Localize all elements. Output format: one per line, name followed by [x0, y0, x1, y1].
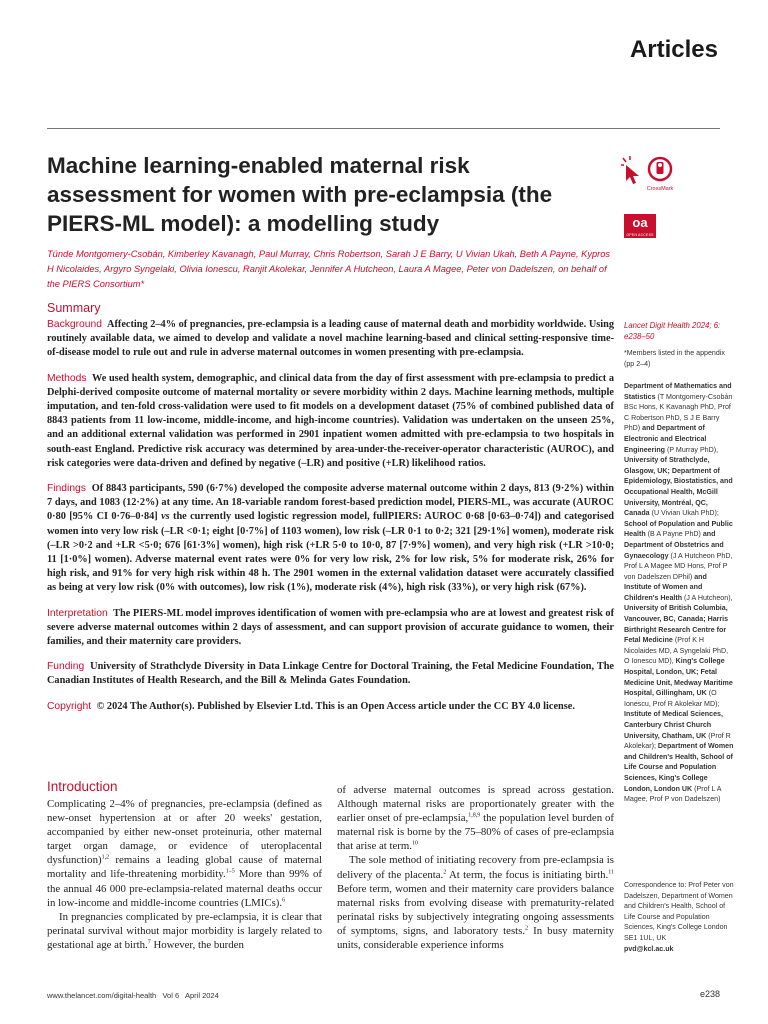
- text-run: the population level burden of maternal risk is borne by the 75–80% of cases of pre-eclampsia that arise at term.: [337, 812, 614, 853]
- copyright-text: © 2024 The Author(s). Published by Elsevier Ltd. This is an Open Access article under the CC BY 4.0 license.: [96, 700, 575, 712]
- text-run: In busy maternity units, considerable experience informs: [337, 924, 614, 952]
- affiliation-authors: (Prof R Akolekar);: [624, 731, 731, 751]
- header-rule: [47, 128, 720, 129]
- affiliation-name: King's College Hospital, London, UK; Fetal Medicine Unit, Medway Maritime Hospital, Gillingham, UK: [624, 657, 733, 698]
- page-number: e238: [699, 989, 720, 999]
- cursor-icon: [621, 156, 639, 184]
- article-title: Machine learning-enabled maternal risk assessment for women with pre-eclampsia (the PIERS-ML model): a modelling study: [47, 153, 553, 236]
- affiliation-authors: (U Vivian Ukah PhD);: [649, 509, 719, 518]
- methods-text: We used health system, demographic, and clinical data from the day of first assessment with pre-eclampsia to predict a Delphi-derived composite outcome of maternal mortality or severe morbidity within 2 days. Machine learning methods, multiple imputation, and ten-fold cross-validation were used to fit models on a development dataset (75% of combined published data of 8843 patients from 11 low-income, middle-income, and high-income countries). Validation was undertaken on the unseen 25%, and an additional external validation was performed in 2901 inpatient women admitted with pre-eclampsia to two hospitals in south-east England. Predictive risk accuracy was determined by area-under-the-receiver-operator characteristic (AUROC), and risk categories were data-driven and defined by negative (–LR) and positive (+LR) likelihood ratios.: [47, 372, 615, 469]
- footer-journal-info: www.thelancet.com/digital-health Vol 6 April 2024: [47, 991, 219, 1000]
- affiliation-authors: (Prof L A Magee, Prof P von Dadelszen): [624, 784, 722, 804]
- funding-label: Funding: [47, 661, 85, 673]
- affiliation-name: and Department of Obstetrics and Gynaecology: [624, 530, 724, 560]
- crossmark-badge[interactable]: [620, 155, 676, 195]
- interpretation-text: The PIERS-ML model improves identification of women with pre-eclampsia who are at lowest and greatest risk of severe adverse maternal outcomes within 2 days of assessment, and can support provision of accurate guidance to women, their families, and their maternity care providers.: [47, 607, 615, 648]
- findings-vs: vs: [161, 511, 170, 523]
- affiliation-name: Department of Women and Children's Health, School of Life Course and Population Sciences, King's College London, London UK: [624, 742, 734, 793]
- crossmark-label: CrossMark: [646, 186, 674, 192]
- affiliation-authors: (Prof K H Nicolaides MD, A Syngelaki PhD, O Ionescu MD),: [624, 636, 729, 666]
- correspondence-email[interactable]: pvd@kcl.ac.uk: [624, 944, 674, 953]
- summary-body: [47, 318, 614, 725]
- affiliation-name: School of Population and Public Health: [624, 519, 733, 539]
- affiliations: [624, 381, 734, 805]
- text-run: At term, the focus is initiating birth.: [446, 868, 609, 881]
- intro-paragraph-2: [47, 910, 322, 952]
- citation-ref[interactable]: 2: [443, 868, 447, 875]
- affiliation-name: University of Strathclyde, Glasgow, UK; Department of Epidemiology, Biostatistics, and Occupational Health, McGill University, Montréal, QC, Canada: [624, 456, 733, 518]
- summary-background: [47, 318, 614, 361]
- intro-column-2: [337, 783, 614, 952]
- methods-label: Methods: [47, 372, 87, 384]
- summary-copyright: [47, 700, 614, 714]
- author-list: Tünde Montgomery-Csobán, Kimberley Kavanagh, Paul Murray, Chris Robertson, Sarah J E Barry, U Vivian Ukah, Beth A Payne, Kypros H Nicolaides, Argyro Syngelaki, Olivia Ionescu, Ranjit Akolekar, Jennifer A Hutcheon, Laura A Magee, Peter von Dadelszen, on behalf of the PIERS Consortium*: [47, 249, 611, 289]
- funding-text: University of Strathclyde Diversity in Data Linkage Centre for Doctoral Training, the Fetal Medicine Foundation, The Canadian Institutes of Health Research, and the Bill & Melinda Gates Foundation.: [47, 661, 614, 687]
- text-run: More than 99% of the annual 46 000 pre-eclampsia-related maternal deaths occur in low-income and middle-income countries (LMICs).: [47, 868, 322, 909]
- summary-methods: [47, 372, 614, 471]
- members-note: *Members listed in the appendix (pp 2–4): [624, 349, 725, 368]
- affiliation-authors: (J A Hutcheon),: [682, 593, 733, 602]
- oa-text: oa: [632, 215, 648, 230]
- correspondence-address: Correspondence to: Prof Peter von Dadelszen, Department of Women and Children's Health, School of Life Course and Population Sciences, King's College London SE1 1UL, UK: [624, 881, 734, 942]
- findings-label: Findings: [47, 483, 86, 495]
- findings-text-a: Of 8843 participants, 590 (6·7%) developed the composite adverse maternal outcome within 2 days, 813 (9·2%) within 7 days, and 1083 (12·2%) at any time. An 18-variable random forest-based prediction model, PIERS-ML, was accurate (AUROC 0·80 [95% CI 0·76–0·84]: [47, 483, 614, 523]
- affiliation-authors: (J A Hutcheon PhD, Prof L A Magee MD Hons, Prof P von Dadelszen DPhil): [624, 551, 733, 581]
- citation-ref[interactable]: 11: [608, 868, 614, 875]
- summary-funding: [47, 660, 614, 688]
- affiliation-name: Department of Mathematics and Statistics: [624, 382, 732, 401]
- citation-ref[interactable]: 7: [147, 939, 151, 946]
- citation-ref[interactable]: 2: [525, 925, 529, 932]
- intro-paragraph-3: [337, 783, 614, 853]
- summary-heading: Summary: [47, 301, 101, 315]
- introduction-heading: Introduction: [47, 779, 118, 794]
- background-text: Affecting 2–4% of pregnancies, pre-eclampsia is a leading cause of maternal death and morbidity worldwide. Using routinely available data, we aimed to develop and validate a novel machine learning-based and clinical setting-responsive time-of-disease model to rule out and rule in adverse maternal outcomes in women presenting with pre-eclampsia.: [47, 319, 614, 359]
- intro-paragraph-1: [47, 797, 322, 910]
- intro-paragraph-4: [337, 853, 614, 952]
- affiliation-name: University of British Columbia, Vancouver, BC, Canada; Harris Birthright Research Centre for Fetal Medicine: [624, 604, 729, 645]
- copyright-label: Copyright: [47, 700, 92, 712]
- affiliation-name: and Department of Electronic and Electrical Engineering: [624, 424, 707, 454]
- text-run: remains a leading global cause of maternal mortality and life-threatening morbidity.: [47, 854, 322, 881]
- affiliation-authors: (O Ionescu, Prof R Akolekar MD);: [624, 689, 720, 708]
- summary-findings: [47, 482, 614, 596]
- citation-ref[interactable]: 1–5: [225, 868, 235, 875]
- citation-ref[interactable]: 10: [411, 840, 418, 847]
- oa-subtext: OPEN ACCESS: [626, 233, 654, 237]
- open-access-badge: [624, 214, 656, 238]
- affiliation-name: Institute of Medical Sciences, Canterbury Christ Church University, Chatham, UK: [624, 710, 723, 740]
- section-label: Articles: [629, 36, 718, 63]
- citation-ref[interactable]: 6: [282, 897, 286, 904]
- journal-citation: Lancet Digit Health 2024; 6: e238–50: [624, 321, 721, 341]
- text-run: The sole method of initiating recovery from pre-eclampsia is delivery of the placenta.: [337, 854, 614, 881]
- findings-text-b: the currently used logistic regression model, fullPIERS: AUROC 0·68 [0·63–0·74]) and categorised women into very low risk (–LR <0·1; eight [0·7%] of 1103 women), low risk (–LR 0·1 to 0·2; 321 [29·1%] women), moderate risk (–LR >0·2 and +LR <5·0; 676 [61·3%] women), high risk (+LR 5·0 to 10·0, 87 [7·9%] women), and very high risk (+LR >10·0; 11 [1·0%] women). Adverse maternal event rates were 0% for very low risk, 2% for low risk, 5% for moderate risk, 26% for high risk, and 91% for very high risk within 48 h. The 2901 women in the external validation dataset were accurately classified as being at very low risk (0% with outcomes), low risk (1%), moderate risk (4%), high risk (33%), or very high risk (67%).: [47, 511, 615, 594]
- interpretation-label: Interpretation: [47, 607, 108, 619]
- intro-column-1: [47, 797, 322, 952]
- affiliation-name: and Institute of Women and Children's Health: [624, 572, 707, 602]
- affiliation-authors: (T Montgomery-Csobán BSc Hons, K Kavanagh PhD, Prof C Robertson PhD, S J E Barry PhD): [624, 392, 733, 433]
- citation-ref[interactable]: 1,8,9: [468, 812, 481, 819]
- affiliation-authors: (B A Payne PhD): [645, 530, 703, 539]
- correspondence: [624, 880, 734, 954]
- summary-interpretation: [47, 607, 614, 650]
- background-label: Background: [47, 319, 102, 330]
- text-run: However, the burden: [150, 938, 244, 951]
- crossmark-icon: [649, 158, 671, 180]
- text-run: of adverse maternal outcomes is spread across gestation. Although maternal risks are proportionately greater with the earlier onset of pre-eclampsia,: [337, 784, 614, 825]
- citation-ref[interactable]: 1,2: [101, 854, 110, 861]
- text-run: Before term, women and their maternity care providers balance maternal risks from evolving disease with prematurity-related perinatal risks by subjectively integrating ongoing assessments of symptoms, signs, and laboratory tests.: [337, 882, 614, 937]
- text-run: In pregnancies complicated by pre-eclampsia, it is clear that perinatal survival without major morbidity is largely related to gestational age at birth.: [47, 910, 322, 951]
- affiliation-authors: (P Murray PhD),: [665, 445, 719, 454]
- text-run: Complicating 2–4% of pregnancies, pre-eclampsia (defined as new-onset hypertension at or after 20 weeks' gestation, accompanied by either new-onset proteinuria, other maternal target organ damage, or evidence of uteroplacental dysfunction): [47, 798, 322, 867]
